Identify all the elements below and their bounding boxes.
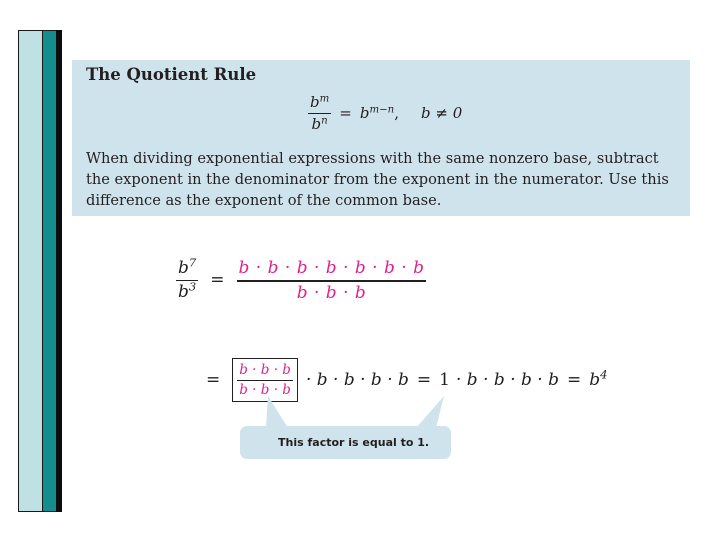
expanded-denominator: b · b · b <box>296 282 367 303</box>
product-rest: · b · b · b · b <box>305 370 409 390</box>
result-exponent: m−n <box>369 104 395 116</box>
rule-numerator <box>308 93 331 113</box>
rule-equals: = <box>339 104 352 122</box>
line2-equals: = <box>206 370 221 390</box>
lhs-num-base: b <box>178 258 189 278</box>
rule-comma: , <box>394 104 400 122</box>
num-base: b <box>310 93 320 111</box>
equals-2: = <box>416 370 432 390</box>
rule-formula <box>308 90 462 136</box>
stripe-dark <box>56 30 62 512</box>
example-lhs-fraction <box>176 255 198 302</box>
rule-condition: b ≠ 0 <box>421 104 463 122</box>
callout-box <box>240 426 451 459</box>
example-line-1 <box>176 255 426 305</box>
den-base: b <box>311 115 322 133</box>
decorative-stripes <box>18 30 62 512</box>
expanded-fraction <box>237 258 427 303</box>
lhs-numerator <box>176 255 198 280</box>
one-factor: 1 <box>439 370 450 390</box>
expanded-numerator: b · b · b · b · b · b · b <box>238 257 425 278</box>
rule-denominator <box>310 114 330 133</box>
final-base: b <box>589 370 601 390</box>
quotient-rule-box <box>72 60 690 216</box>
rule-description: When dividing exponential expressions with the same nonzero base, subtract the exponent in the denominator from the exponent in the numerator. Use this difference as the exponent of the common base. <box>86 150 669 209</box>
num-exponent: m <box>319 93 330 105</box>
example-equals: = <box>210 270 225 290</box>
boxed-denominator: b · b · b <box>239 382 291 398</box>
final-exponent: 4 <box>600 367 608 382</box>
lhs-num-exponent: 7 <box>188 255 197 270</box>
rule-title: The Quotient Rule <box>86 65 257 84</box>
lhs-den-base: b <box>178 282 189 302</box>
rule-result <box>360 104 394 122</box>
lhs-den-exponent: 3 <box>188 279 197 294</box>
callout-text: This factor is equal to 1. <box>278 436 430 449</box>
final-result <box>589 367 608 390</box>
den-exponent: n <box>321 115 328 127</box>
lhs-denominator <box>176 281 198 302</box>
boxed-numerator: b · b · b <box>239 362 291 378</box>
stripe-teal <box>43 30 56 512</box>
product-rest-2: · b · b · b · b <box>456 370 559 390</box>
result-base: b <box>359 104 370 122</box>
rule-fraction <box>308 93 331 133</box>
stripe-light <box>18 30 43 512</box>
equals-3: = <box>566 370 582 390</box>
